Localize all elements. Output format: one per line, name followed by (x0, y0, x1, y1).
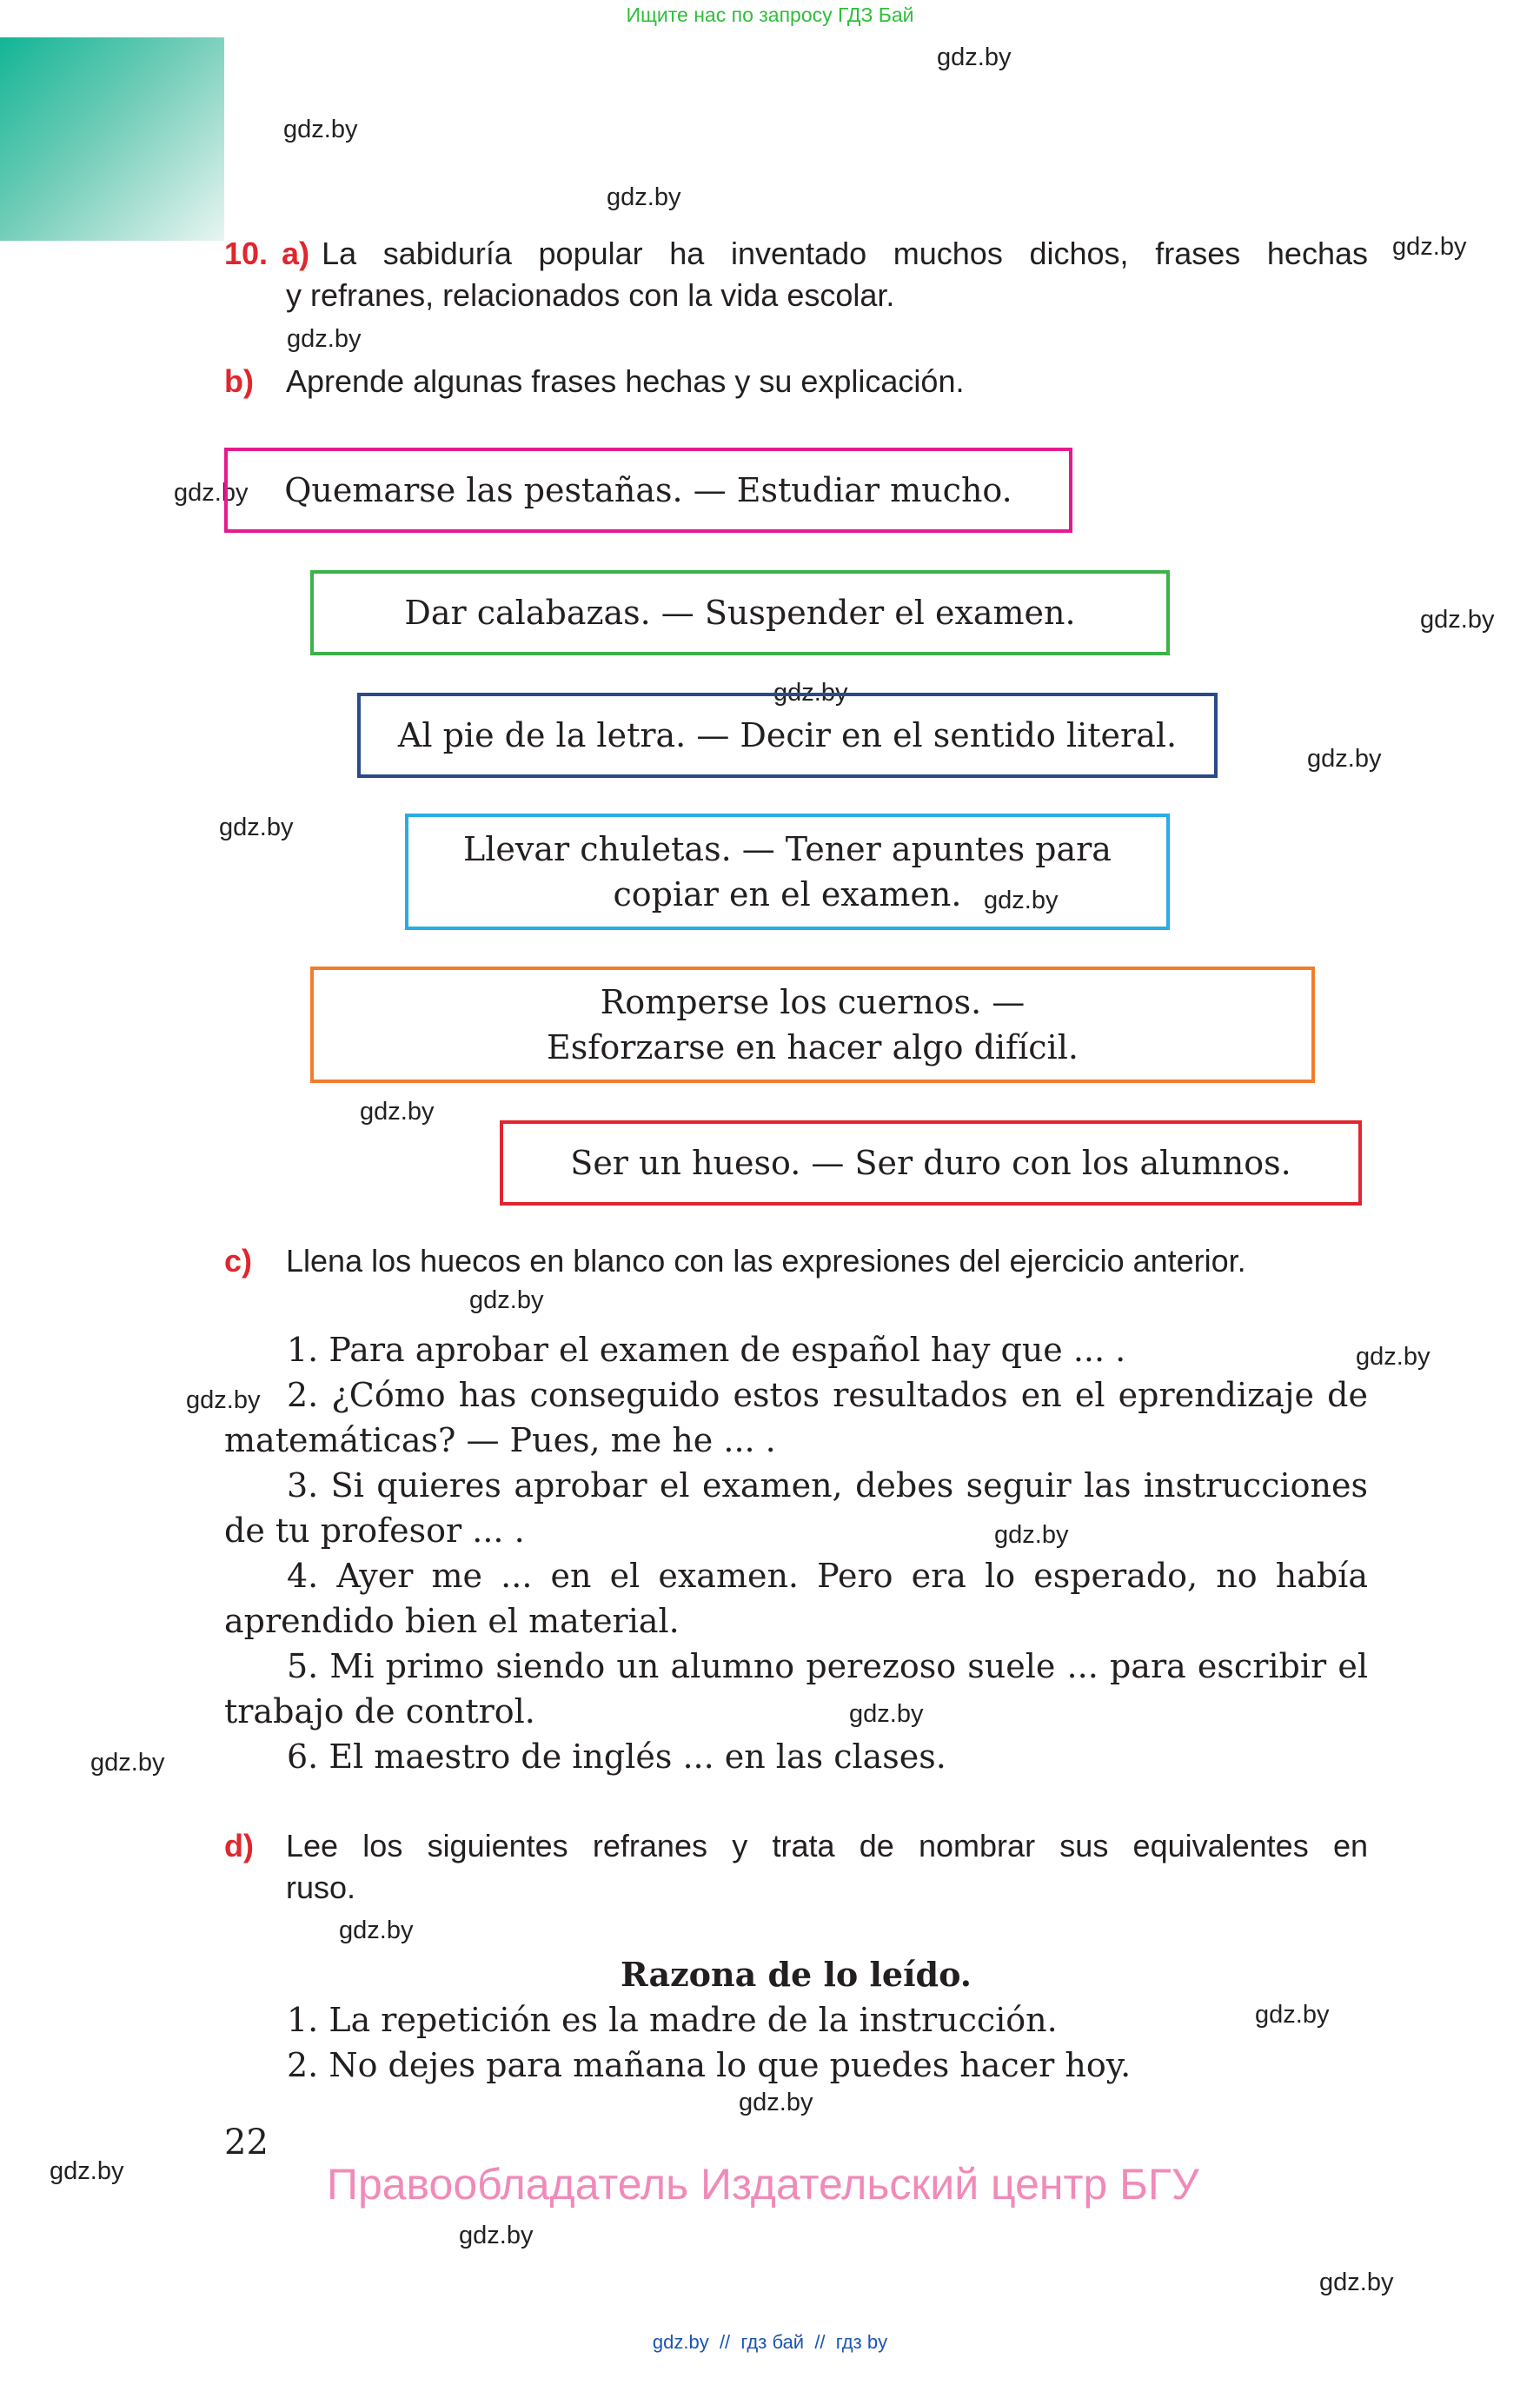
copyright-holder: Правообладатель Издательский центр БГУ (327, 2160, 1199, 2209)
phrase-box (357, 693, 1218, 778)
watermark: gdz.by (1420, 606, 1495, 634)
watermark: gdz.by (283, 116, 358, 143)
watermark: gdz.by (1307, 745, 1382, 773)
corner-decoration (0, 37, 224, 241)
watermark: gdz.by (50, 2157, 124, 2185)
task-a-text: La sabiduría popular ha inventado muchos dichos, frases hechas (322, 236, 1368, 271)
watermark: gdz.by (360, 1098, 435, 1126)
watermark: gdz.by (1255, 2001, 1330, 2029)
task-d-text: Lee los siguientes refranes y trata de nombrar sus equivalentes en (286, 1828, 1368, 1863)
watermark: gdz.by (459, 2222, 534, 2249)
phrase-text: Dar calabazas. — Suspender el examen. (404, 594, 1076, 632)
exercise-number: 10. (224, 236, 269, 271)
fill-item: 1. Para aprobar el examen de español hay que ... . (287, 1331, 1126, 1369)
task-a-line-2: y refranes, relacionados con la vida escolar. (286, 277, 895, 313)
fill-item: 3. Si quieres aprobar el examen, debes seguir las instrucciones de tu profesor ... . (224, 1466, 1368, 1550)
watermark: gdz.by (186, 1386, 261, 1414)
watermark: gdz.by (984, 887, 1059, 914)
phrase-box (310, 967, 1315, 1083)
proverb-item: 1. La repetición es la madre de la instrucción. (287, 2001, 1058, 2039)
proverb-item: 2. No dejes para mañana lo que puedes hacer hoy. (287, 2046, 1132, 2084)
task-c-text: Llena los huecos en blanco con las expresiones del ejercicio anterior. (286, 1243, 1246, 1279)
phrase-text: Al pie de la letra. — Decir en el sentido literal. (397, 716, 1178, 754)
footer-links[interactable]: gdz.by // гдз бай // гдз by (652, 2331, 888, 2353)
page-number: 22 (224, 2123, 269, 2162)
fill-item: 6. El maestro de inglés ... en las clases. (287, 1737, 946, 1776)
task-c-letter: c) (224, 1243, 253, 1279)
watermark: gdz.by (994, 1521, 1069, 1549)
phrase-text: Quemarse las pestañas. — Estudiar mucho. (284, 471, 1012, 509)
watermark: gdz.by (1319, 2269, 1394, 2296)
watermark: gdz.by (174, 479, 249, 507)
watermark: gdz.by (937, 43, 1012, 71)
watermark: gdz.by (1356, 1343, 1430, 1371)
phrase-text: Romperse los cuernos. — (600, 983, 1026, 1021)
fill-item: 2. ¿Cómo has conseguido estos resultados en el eprendizaje de matemáticas? — Pues, me he ... . (224, 1376, 1368, 1459)
phrase-box (405, 814, 1170, 930)
fill-item: 5. Mi primo siendo un alumno perezoso suele ... para escribir el trabajo de control. (224, 1647, 1368, 1731)
watermark: gdz.by (219, 814, 294, 841)
watermark: gdz.by (339, 1917, 414, 1944)
task-a-line-1 (224, 233, 1368, 275)
watermark: gdz.by (739, 2089, 813, 2116)
fill-item: 4. Ayer me ... en el examen. Pero era lo esperado, no había aprendido bien el material. (224, 1557, 1368, 1640)
task-d-letter: d) (224, 1828, 254, 1863)
watermark: gdz.by (849, 1700, 924, 1728)
task-b-text: Aprende algunas frases hechas y su explicación. (286, 363, 965, 399)
watermark: gdz.by (287, 325, 362, 353)
phrase-text: Esforzarse en hacer algo difícil. (547, 1028, 1079, 1066)
task-b-letter: b) (224, 363, 254, 399)
phrase-text: Llevar chuletas. — Tener apuntes para (463, 830, 1112, 868)
task-d-text-2: ruso. (286, 1870, 356, 1905)
proverbs-heading: Razona de lo leído. (621, 1955, 972, 1994)
header-search-link[interactable]: Ищите нас по запросу ГДЗ Бай (626, 3, 914, 26)
watermark: gdz.by (773, 679, 848, 707)
watermark: gdz.by (469, 1286, 544, 1314)
watermark: gdz.by (90, 1749, 165, 1777)
phrase-text: copiar en el examen. (613, 875, 962, 913)
phrase-box (500, 1120, 1362, 1206)
watermark: gdz.by (1392, 233, 1467, 261)
task-a-letter: a) (282, 236, 310, 271)
phrase-text: Ser un hueso. — Ser duro con los alumnos. (570, 1144, 1291, 1182)
phrase-box (310, 570, 1170, 655)
watermark: gdz.by (607, 183, 681, 211)
phrase-box (224, 448, 1072, 533)
